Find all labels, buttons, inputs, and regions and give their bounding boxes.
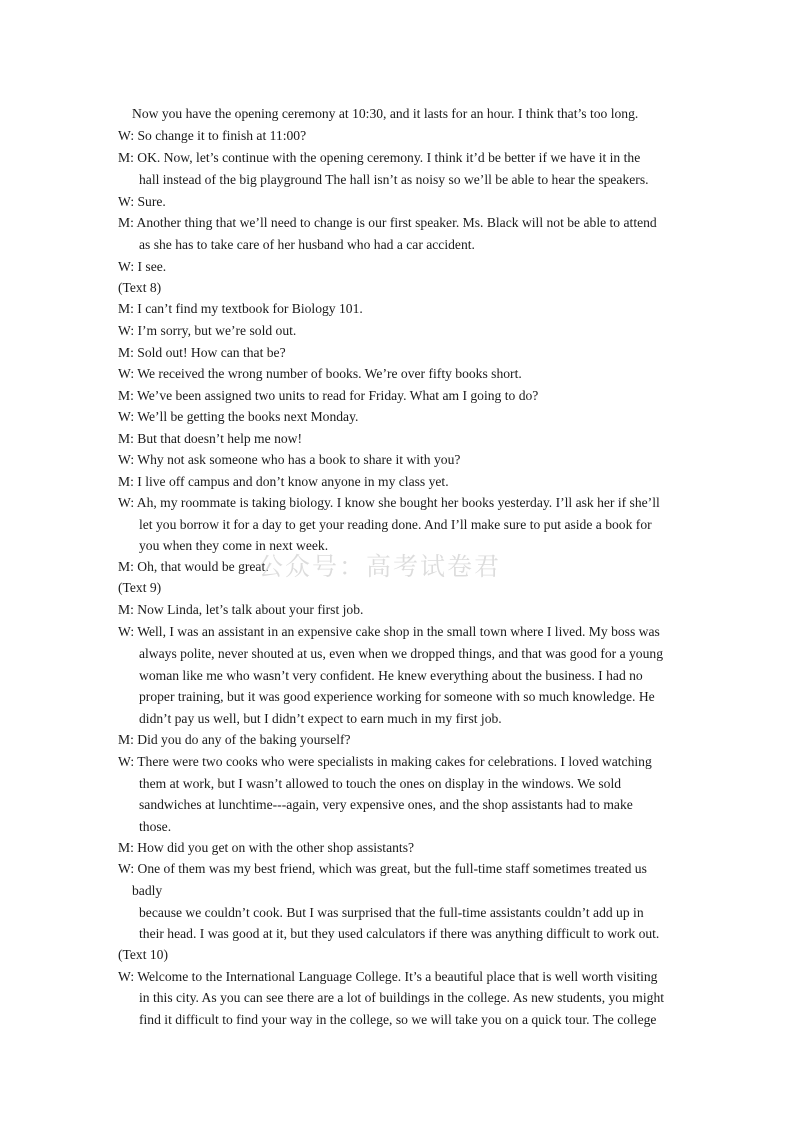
text-line: find it difficult to find your way in the college, so we will take you on a quick tour. The college xyxy=(139,1012,657,1027)
text-line: hall instead of the big playground The hall isn’t as noisy so we’ll be able to hear the speakers. xyxy=(139,172,649,187)
text-line: because we couldn’t cook. But I was surprised that the full-time assistants couldn’t add up in xyxy=(139,905,644,920)
text-line: badly xyxy=(132,883,163,898)
text-line: M: But that doesn’t help me now! xyxy=(118,431,303,446)
text-line: M: Sold out! How can that be? xyxy=(118,345,286,360)
text-line: M: How did you get on with the other shop assistants? xyxy=(118,840,415,855)
text-line: M: Now Linda, let’s talk about your first job. xyxy=(118,602,364,617)
text-line: W: Sure. xyxy=(118,194,166,209)
text-line: W: We received the wrong number of books. We’re over fifty books short. xyxy=(118,366,522,381)
text-line: M: Another thing that we’ll need to change is our first speaker. Ms. Black will not be able to attend xyxy=(118,215,657,230)
text-line: M: We’ve been assigned two units to read for Friday. What am I going to do? xyxy=(118,388,539,403)
text-line: let you borrow it for a day to get your reading done. And I’ll make sure to put aside a book for xyxy=(139,517,652,532)
section-label: (Text 10) xyxy=(118,947,169,962)
text-line: them at work, but I wasn’t allowed to touch the ones on display in the windows. We sold xyxy=(139,776,622,791)
text-line: those. xyxy=(139,819,172,834)
text-line: as she has to take care of her husband who had a car accident. xyxy=(139,237,475,252)
section-label: (Text 8) xyxy=(118,280,162,295)
text-line: you when they come in next week. xyxy=(139,538,329,553)
text-line: W: So change it to finish at 11:00? xyxy=(118,128,307,143)
text-line: didn’t pay us well, but I didn’t expect to earn much in my first job. xyxy=(139,711,502,726)
text-line: W: Why not ask someone who has a book to share it with you? xyxy=(118,452,461,467)
text-line: W: I see. xyxy=(118,259,167,274)
text-line: proper training, but it was good experience working for someone with so much knowledge. He xyxy=(139,689,655,704)
text-line: M: I can’t find my textbook for Biology 101. xyxy=(118,301,363,316)
text-line: always polite, never shouted at us, even when we dropped things, and that was good for a young xyxy=(139,646,663,661)
text-line: woman like me who wasn’t very confident. He knew everything about the business. I had no xyxy=(139,668,643,683)
text-line: in this city. As you can see there are a lot of buildings in the college. As new students, you might xyxy=(139,990,665,1005)
text-line: W: I’m sorry, but we’re sold out. xyxy=(118,323,297,338)
text-line: W: There were two cooks who were specialists in making cakes for celebrations. I loved watching xyxy=(118,754,652,769)
watermark-text: 公众号：高考试卷君 xyxy=(258,552,502,581)
text-line: M: Oh, that would be great. xyxy=(118,559,269,574)
text-line: W: Ah, my roommate is taking biology. I know she bought her books yesterday. I’ll ask her if she’ll xyxy=(118,495,660,510)
section-label: (Text 9) xyxy=(118,580,162,595)
text-line: sandwiches at lunchtime---again, very expensive ones, and the shop assistants had to make xyxy=(139,797,633,812)
text-line: their head. I was good at it, but they used calculators if there was anything difficult to work out. xyxy=(139,926,660,941)
text-line: M: Did you do any of the baking yourself? xyxy=(118,732,351,747)
text-line: Now you have the opening ceremony at 10:30, and it lasts for an hour. I think that’s too long. xyxy=(132,106,639,121)
text-line: M: I live off campus and don’t know anyone in my class yet. xyxy=(118,474,449,489)
text-line: M: OK. Now, let’s continue with the opening ceremony. I think it’d be better if we have it in the xyxy=(118,150,641,165)
text-line: W: Welcome to the International Language College. It’s a beautiful place that is well worth visiting xyxy=(118,969,658,984)
text-line: W: Well, I was an assistant in an expensive cake shop in the small town where I lived. My boss was xyxy=(118,624,660,639)
text-line: W: We’ll be getting the books next Monday. xyxy=(118,409,359,424)
text-line: W: One of them was my best friend, which was great, but the full-time staff sometimes treated us xyxy=(118,861,647,876)
